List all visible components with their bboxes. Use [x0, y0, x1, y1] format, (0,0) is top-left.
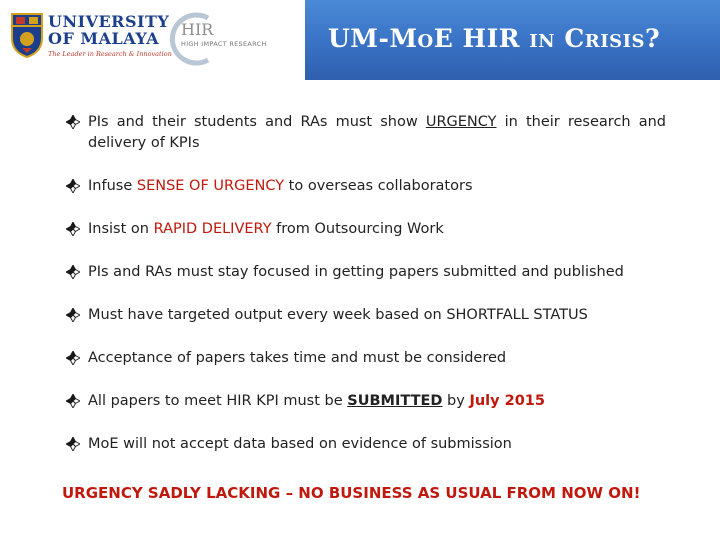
bullet-text-segment: All papers to meet HIR KPI must be — [88, 393, 348, 409]
logo-panel — [0, 0, 305, 80]
bullet-text-segment: Acceptance of papers takes time and must be considered — [88, 350, 507, 366]
diamond-bullet-icon — [66, 222, 80, 236]
bullet-item — [66, 262, 666, 283]
bullet-text-segment: from Outsourcing Work — [271, 221, 444, 237]
university-line-2: OF MALAYA — [48, 29, 160, 48]
bullet-text-segment: Must have targeted output every week based on SHORTFALL STATUS — [88, 307, 588, 323]
diamond-bullet-icon — [66, 394, 80, 408]
conclusion-statement: URGENCY SADLY LACKING – NO BUSINESS AS USUAL FROM NOW ON! — [62, 484, 641, 502]
bullet-text-segment: URGENCY — [425, 114, 497, 130]
diamond-bullet-icon — [66, 351, 80, 365]
bullet-text-segment: Infuse — [88, 178, 137, 194]
diamond-bullet-icon — [66, 308, 80, 322]
bullet-text-segment: SUBMITTED — [347, 393, 443, 409]
title-bar — [0, 0, 720, 80]
bullet-text-segment: in their research and delivery of KPIs — [88, 114, 666, 151]
bullet-text-segment: to overseas collaborators — [284, 178, 473, 194]
bullet-text-segment: PIs and RAs must stay focused in getting papers submitted and published — [88, 264, 624, 280]
bullet-item — [66, 219, 666, 240]
bullet-text-segment: PIs and their students and RAs must show — [88, 114, 426, 130]
bullet-text-segment: RAPID DELIVERY — [153, 221, 272, 237]
university-line-1: UNIVERSITY — [48, 12, 170, 31]
bullet-item — [66, 434, 666, 455]
bullet-text-segment: by — [442, 393, 470, 409]
university-name — [48, 13, 169, 47]
diamond-bullet-icon — [66, 265, 80, 279]
bullet-item — [66, 348, 666, 369]
hir-logo-icon — [168, 10, 216, 68]
bullet-item — [66, 305, 666, 326]
slide-title: UM-MoE HIR in Crisis? — [328, 24, 661, 53]
diamond-bullet-icon — [66, 179, 80, 193]
hir-full-name: HIGH IMPACT RESEARCH — [181, 40, 267, 48]
um-crest-icon — [10, 12, 44, 58]
bullet-text-segment: Insist on — [88, 221, 154, 237]
hir-abbreviation: HIR — [181, 20, 214, 39]
bullet-text-segment: MoE will not accept data based on evidence of submission — [88, 436, 512, 452]
bullet-item — [66, 391, 666, 412]
university-motto: The Leader in Research & Innovation — [48, 50, 172, 58]
diamond-bullet-icon — [66, 115, 80, 129]
bullet-text-segment: SENSE OF URGENCY — [136, 178, 285, 194]
bullet-item — [66, 112, 666, 154]
bullet-text-segment: July 2015 — [469, 393, 545, 409]
diamond-bullet-icon — [66, 437, 80, 451]
bullet-item — [66, 176, 666, 197]
